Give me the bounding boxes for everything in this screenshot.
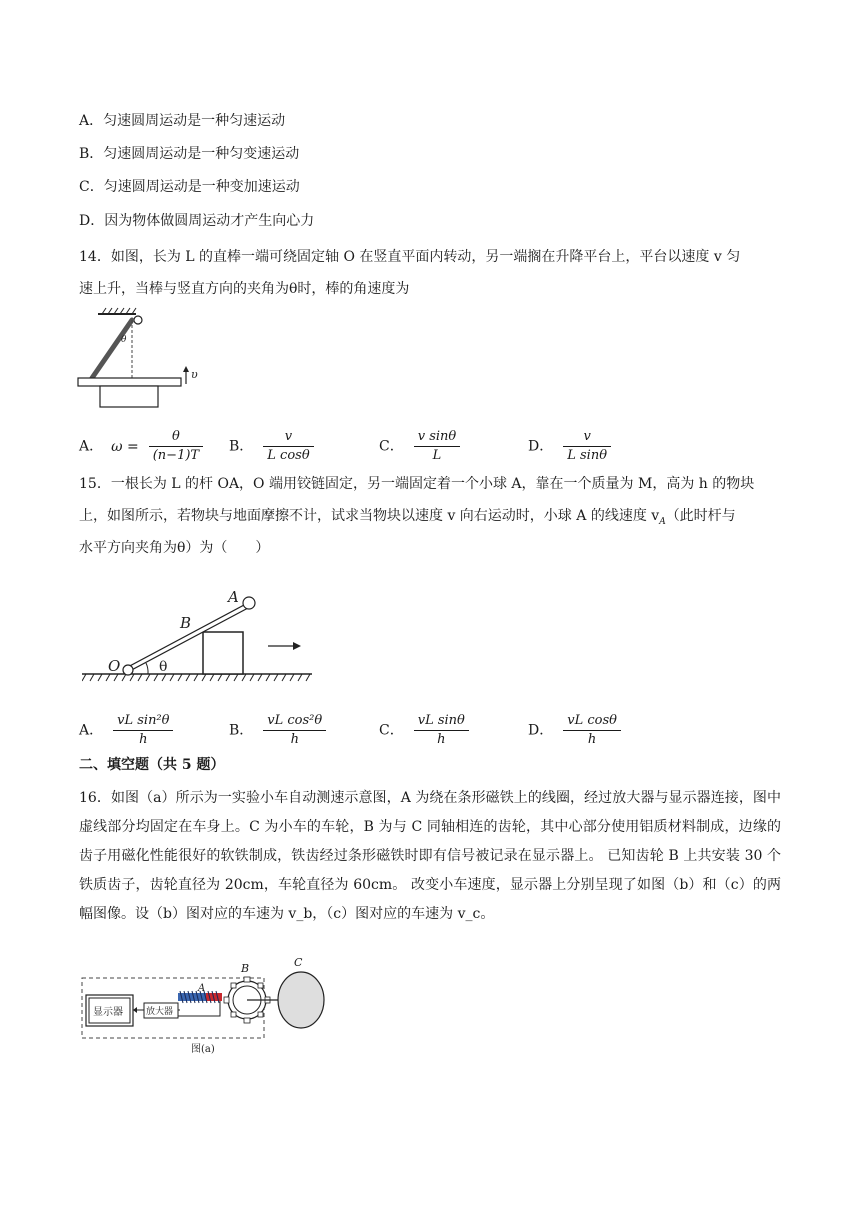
q14-figure	[76, 306, 206, 410]
gear-label-b: B	[241, 962, 250, 975]
q16-text: 16．如图（a）所示为一实验小车自动测速示意图，A 为绕在条形磁铁上的线圈，经过放大器与显示器连接，图中虚线部分均固定在车身上。C 为小车的车轮，B 为与 C 同轴相连的齿轮，其中心部分使用铝质材料制成，边缘的齿子用磁化性能很好的软铁制成，铁齿经过条形磁铁时即有信号被记录在显示器上。 已知齿轮 B 上共安装 30 个铁质齿子，齿轮直径为 20cm，车轮直径为 60cm。 改变小车速度，显示器上分别呈现了如图（b）和（c）的两幅图像。设（b）图对应的车速为 v_b，（c）图对应的车速为 v_c。	[79, 790, 781, 922]
q14-option-a: A． ω = $\frac{\theta}{(n-1)T}$	[79, 428, 203, 465]
figure-a-caption: 图(a)	[191, 1044, 215, 1055]
q16-figure	[80, 958, 330, 1056]
section-heading: 二、填空题（共 5 题）	[79, 757, 225, 773]
q14-option-b: B． $\frac{v}{\text{L cosθ}}$	[229, 428, 314, 465]
q13-option-c: C．匀速圆周运动是一种变加速运动	[79, 179, 300, 195]
q13-option-b: B．匀速圆周运动是一种匀变速运动	[79, 146, 300, 162]
q15-label-a: A	[228, 588, 239, 606]
q15-figure	[82, 585, 312, 687]
q15-option-d: D． $\frac{\text{vL cosθ}}{h}$	[528, 712, 621, 749]
q14-velocity-label: υ	[191, 368, 198, 381]
q15-option-b: B． $\frac{\text{vL cos²θ}}{h}$	[229, 712, 326, 749]
display-label: 显示器	[93, 1007, 123, 1018]
q14-stem-line2: 速上升，当棒与竖直方向的夹角为θ时，棒的角速度为	[79, 281, 410, 297]
q14-stem-line1: 14．如图，长为 L 的直棒一端可绕固定轴 O 在竖直平面内转动，另一端搁在升降平台上，平台以速度 v 匀	[79, 249, 741, 265]
q14-option-c: C． $\frac{\text{v sinθ}}{L}$	[379, 428, 460, 465]
q15-option-c: C． $\frac{\text{vL sinθ}}{h}$	[379, 712, 469, 749]
q15-stem-line2: 上，如图所示，若物块与地面摩擦不计，试求当物块以速度 v 向右运动时，小球 A 的线速度 $v_A$（此时杆与	[79, 508, 736, 527]
q14-theta-label: θ	[121, 335, 127, 345]
q13-option-a: A．匀速圆周运动是一种匀速运动	[79, 113, 286, 129]
q13-option-d: D．因为物体做圆周运动才产生向心力	[79, 213, 315, 229]
coil-label-a: A	[198, 983, 206, 994]
q15-label-theta: θ	[159, 659, 168, 675]
q15-option-a: A． $\frac{\text{vL sin²θ}}{h}$	[79, 712, 173, 749]
q14-option-d: D． $\frac{v}{\text{L sinθ}}$	[528, 428, 611, 465]
amplifier-label: 放大器	[146, 1007, 174, 1017]
q15-stem-line3: 水平方向夹角为θ）为（ ）	[79, 540, 270, 556]
q15-stem-line1: 15．一根长为 L 的杆 OA，O 端用铰链固定，另一端固定着一个小球 A，靠在一个质量为 M，高为 h 的物块	[79, 476, 755, 492]
wheel-label-c: C	[294, 958, 303, 969]
q15-label-o: O	[108, 657, 121, 675]
q15-label-b: B	[180, 614, 192, 632]
